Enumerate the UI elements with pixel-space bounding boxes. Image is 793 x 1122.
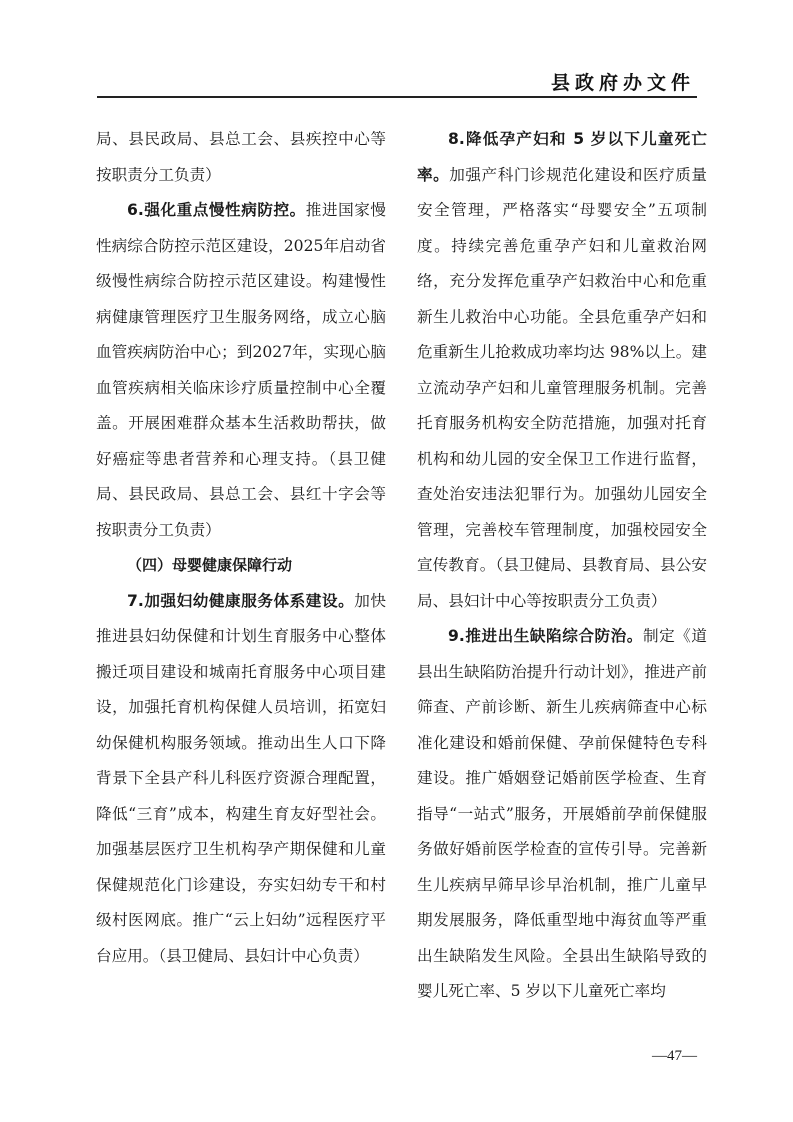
header-rule [97, 96, 697, 98]
paragraph-body: 制定《道县出生缺陷防治提升行动计划》，推进产前筛查、产前诊断、新生儿疾病筛查中心标准化建设和婚前保健、孕前保健特色专科建设。推广婚姻登记婚前医学检查、生育指导“一站式”服务，开展婚前孕前保健服务做好婚前医学检查的宣传引导。完善新生儿疾病早筛早诊早治机制，推广儿童早期发展服务，降低重型地中海贫血等严重出生缺陷发生风险。全县出生缺陷导致的婴儿死亡率、5 岁以下儿童死亡率均 [417, 627, 707, 1000]
paragraph-heading: 7.加强妇幼健康服务体系建设。 [127, 591, 355, 610]
page-number: —47— [652, 1048, 697, 1064]
paragraph-mortality [417, 122, 707, 619]
paragraph-maternal-service [96, 584, 386, 975]
paragraph-heading: 9.推进出生缺陷综合防治。 [448, 627, 643, 645]
section-heading: （四）母婴健康保障行动 [127, 556, 293, 574]
paragraph-body: 推进国家慢性病综合防控示范区建设，2025年启动省级慢性病综合防控示范区建设。构建慢性病健康管理医疗卫生服务网络，成立心脑血管疾病防治中心；到2027年，实现心脑血管疾病相关临床诊疗质量控制中心全覆盖。开展困难群众基本生活救助帮扶，做好癌症等患者营养和心理支持。（县卫健局、县民政局、县总工会、县红十字会等按职责分工负责） [96, 201, 386, 539]
paragraph-body: 加快推进县妇幼保健和计划生育服务中心整体搬迁项目建设和城南托育服务中心项目建设，加强托育机构保健人员培训，拓宽妇幼保健机构服务领域。推动出生人口下降背景下全县产科儿科医疗资源合理配置，降低“三育”成本，构建生育友好型社会。加强基层医疗卫生机构孕产期保健和儿童保健规范化门诊建设，夯实妇幼专干和村级村医网底。推广“云上妇幼”远程医疗平台应用。（县卫健局、县妇计中心负责） [96, 591, 386, 965]
paragraph-chronic-disease [96, 193, 386, 548]
paragraph-heading: 8.降低孕产妇和 5 岁以下儿童死亡率。 [417, 130, 707, 184]
paragraph-continued: 局、县民政局、县总工会、县疾控中心等按职责分工负责） [96, 130, 386, 184]
left-column [96, 122, 386, 974]
paragraph-birth-defects [417, 619, 707, 1010]
running-header-title: 县政府办文件 [550, 72, 695, 94]
right-column [417, 122, 707, 1010]
paragraph-body: 加强产科门诊规范化建设和医疗质量安全管理，严格落实“母婴安全”五项制度。持续完善危重孕产妇和儿童救治网络，充分发挥危重孕产妇救治中心和危重新生儿救治中心功能。全县危重孕产妇和危重新生儿抢救成功率均达 98%以上。建立流动孕产妇和儿童管理服务机制。完善托育服务机构安全防范措施，加强对托育机构和幼儿园的安全保卫工作进行监督，查处治安违法犯罪行为。加强幼儿园安全管理，完善校车管理制度，加强校园安全宣传教育。（县卫健局、县教育局、县公安局、县妇计中心等按职责分工负责） [417, 165, 707, 610]
paragraph-heading: 6.强化重点慢性病防控。 [127, 201, 306, 219]
